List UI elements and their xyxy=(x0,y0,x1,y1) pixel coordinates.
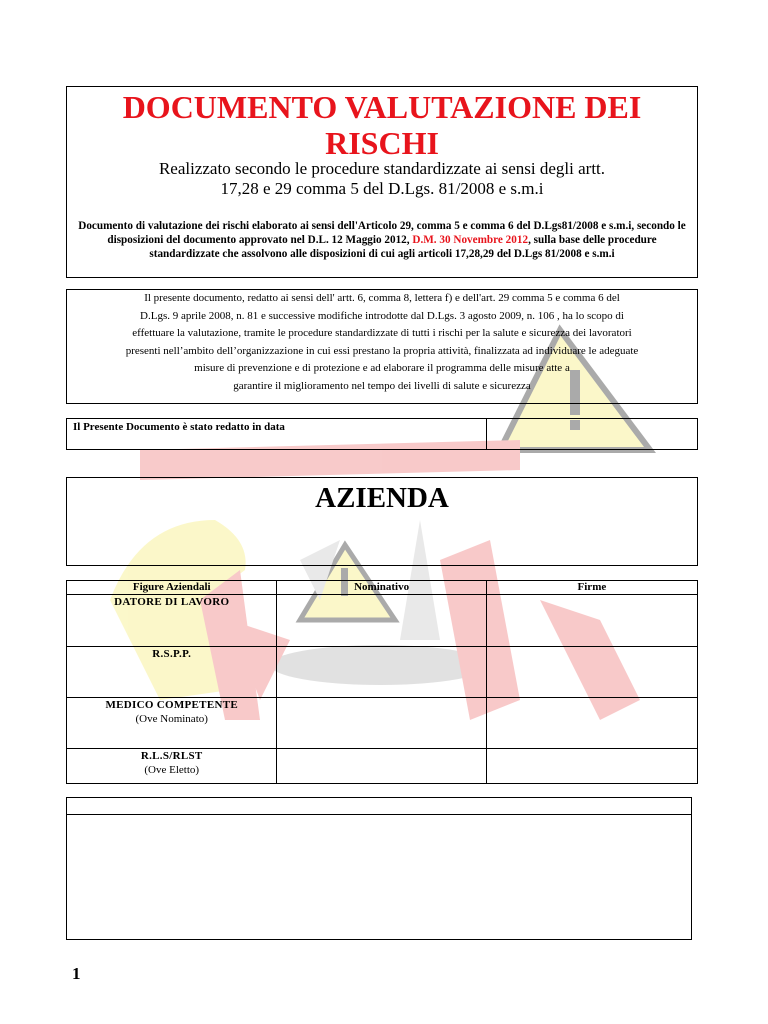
table-row xyxy=(67,647,698,698)
notes-box[interactable] xyxy=(66,797,692,940)
header-figure: Figure Aziendali xyxy=(67,581,277,595)
table-header-row xyxy=(67,581,698,595)
intro-line: misure di prevenzione e di protezione e ad elaborare il programma delle misure atte a xyxy=(194,362,570,374)
nominativo-cell[interactable] xyxy=(277,595,486,647)
firma-cell[interactable] xyxy=(486,595,697,647)
firma-cell[interactable] xyxy=(486,698,697,749)
figures-table xyxy=(66,580,698,784)
intro-line: garantire il miglioramento nel tempo dei livelli di salute e sicurezza xyxy=(233,379,531,392)
table-row xyxy=(67,698,698,749)
role-cell xyxy=(67,647,277,698)
intro-line: presenti nell’ambito dell’organizzazione in cui essi prestano la propria attività, finalizzata ad individuare le adeguate xyxy=(125,344,639,357)
nominativo-cell[interactable] xyxy=(277,749,486,784)
azienda-box[interactable] xyxy=(66,477,698,566)
intro-line: Il presente documento, redatto ai sensi dell' artt. 6, comma 8, lettera f) e dell'art. 29 comma 5 e comma 6 del xyxy=(144,292,620,304)
date-row xyxy=(66,418,698,450)
header-box xyxy=(66,86,698,278)
document-title: DOCUMENTO VALUTAZIONE DEI RISCHI xyxy=(122,89,642,161)
role-name: R.L.S/RLST xyxy=(140,750,203,762)
description-part-1: Documento di valutazione dei rischi elaborato ai sensi dell'Articolo 29, comma 5 e comma 6 del D.Lgs81/2008 e s.m.i, secondo le disposizioni del documento approvato nel D.L. 12 Maggio 2012, xyxy=(78,220,686,246)
date-label: Il Presente Documento è stato redatto in data xyxy=(73,421,285,433)
document-description xyxy=(73,219,691,261)
firma-cell[interactable] xyxy=(486,749,697,784)
table-row xyxy=(67,749,698,784)
page-number: 1 xyxy=(72,964,81,983)
intro-line: effettuare la valutazione, tramite le procedure standardizzate di tutti i rischi per la salute e sicurezza dei lavoratori xyxy=(132,327,632,339)
azienda-title: AZIENDA xyxy=(315,482,449,514)
role-name: R.S.P.P. xyxy=(152,648,192,660)
description-highlight: D.M. 30 Novembre 2012 xyxy=(412,234,529,246)
intro-line: D.Lgs. 9 aprile 2008, n. 81 e successive modifiche introdotte dal D.Lgs. 3 agosto 2009, n. 106 , ha lo scopo di xyxy=(140,309,624,322)
header-firme: Firme xyxy=(486,581,697,595)
subtitle-line-1: Realizzato secondo le procedure standardizzate ai sensi degli artt. xyxy=(158,159,606,178)
subtitle-line-2: 17,28 e 29 comma 5 del D.Lgs. 81/2008 e s.m.i xyxy=(220,179,544,198)
nominativo-cell[interactable] xyxy=(277,647,486,698)
role-note: (Ove Eletto) xyxy=(144,764,200,776)
document-subtitle xyxy=(107,159,657,199)
role-cell xyxy=(67,595,277,647)
date-field[interactable] xyxy=(487,419,697,449)
table-row xyxy=(67,595,698,647)
firma-cell[interactable] xyxy=(486,647,697,698)
role-cell xyxy=(67,749,277,784)
nominativo-cell[interactable] xyxy=(277,698,486,749)
intro-box xyxy=(66,289,698,404)
role-name: MEDICO COMPETENTE xyxy=(105,699,238,711)
role-note: (Ove Nominato) xyxy=(135,713,208,725)
role-cell xyxy=(67,698,277,749)
role-name: DATORE DI LAVORO xyxy=(114,596,230,608)
description-part-2: , sulla base delle procedure standardizzate che assolvono alle disposizioni di cui agli articoli 17,28,29 del D.Lgs 81/2008 e s.m.i xyxy=(149,234,657,260)
notes-divider xyxy=(67,814,691,815)
intro-text xyxy=(77,290,687,395)
header-nominativo: Nominativo xyxy=(277,581,486,595)
